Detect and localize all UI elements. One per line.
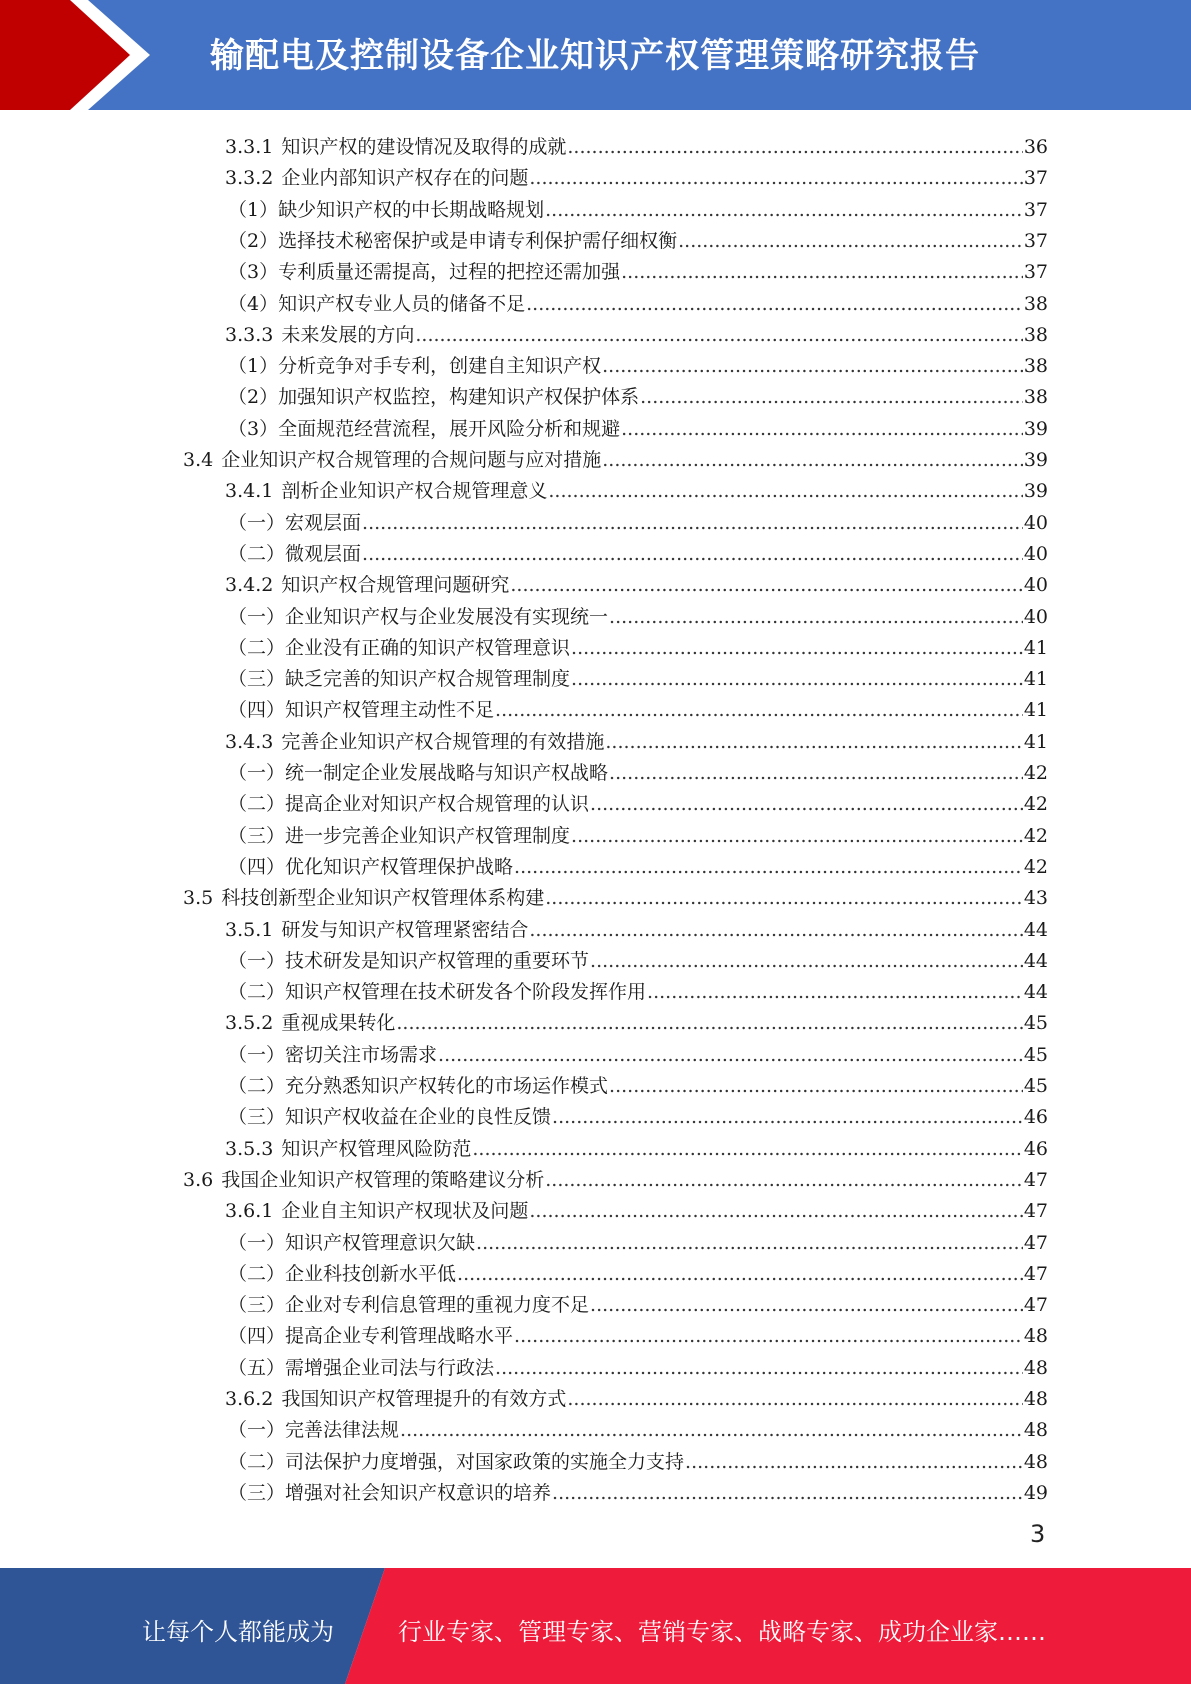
toc-entry[interactable] <box>228 630 1048 661</box>
toc-entry[interactable] <box>228 943 1048 974</box>
toc-entry-page: 42 <box>1023 855 1048 878</box>
toc-entry[interactable] <box>228 1099 1048 1130</box>
toc-entry-number: （一） <box>228 1419 286 1442</box>
page-number: 3 <box>1030 1520 1046 1548</box>
toc-entry[interactable] <box>228 1318 1048 1349</box>
toc-entry-number: （一） <box>228 762 286 784</box>
toc-entry-title: 科技创新型企业知识产权管理体系构建 <box>221 887 545 910</box>
toc-entry-number: （三） <box>228 1106 286 1129</box>
toc-entry-title: 企业对专利信息管理的重视力度不足 <box>285 1294 590 1317</box>
toc-entry-page: 40 <box>1023 574 1048 597</box>
report-title: 输配电及控制设备企业知识产权管理策略研究报告 <box>210 36 980 76</box>
toc-entry-page: 42 <box>1023 762 1048 784</box>
toc-dot-leader <box>571 635 1023 661</box>
toc-dot-leader <box>590 1292 1023 1318</box>
toc-entry[interactable] <box>228 411 1048 442</box>
toc-entry-number: （二） <box>228 1450 286 1473</box>
toc-entry-page: 38 <box>1023 292 1048 315</box>
toc-entry[interactable] <box>228 1475 1048 1506</box>
toc-entry-number: （一） <box>228 949 286 972</box>
toc-entry[interactable] <box>183 442 1048 473</box>
toc-dot-leader <box>590 948 1023 974</box>
toc-entry[interactable] <box>225 1381 1048 1412</box>
toc-entry-number: （4） <box>228 292 279 315</box>
toc-dot-leader <box>590 791 1023 817</box>
toc-entry-title: 研发与知识产权管理紧密结合 <box>281 918 529 941</box>
toc-entry[interactable] <box>228 505 1048 536</box>
toc-entry-title: 剖析企业知识产权合规管理意义 <box>281 480 548 503</box>
toc-entry-page: 41 <box>1023 668 1048 691</box>
toc-entry[interactable] <box>225 160 1048 191</box>
toc-entry-title: 统一制定企业发展战略与知识产权战略 <box>285 762 609 784</box>
toc-dot-leader <box>457 1261 1023 1287</box>
toc-dot-leader <box>472 1136 1022 1162</box>
toc-dot-leader <box>545 885 1023 911</box>
toc-entry-number: （一） <box>228 1043 286 1066</box>
toc-entry[interactable] <box>228 1350 1048 1381</box>
toc-entry[interactable] <box>228 1412 1048 1443</box>
toc-entry-title: 全面规范经营流程，展开风险分析和规避 <box>278 417 621 440</box>
toc-entry-number: 3.3.1 <box>225 136 274 158</box>
toc-entry-page: 40 <box>1023 605 1048 628</box>
toc-entry-number: （2） <box>228 229 279 252</box>
toc-entry-title: 需增强企业司法与行政法 <box>285 1356 495 1379</box>
toc-entry-number: （二） <box>228 981 286 1004</box>
toc-entry-number: （一） <box>228 1231 286 1254</box>
toc-entry-title: 技术研发是知识产权管理的重要环节 <box>285 949 590 972</box>
toc-dot-leader <box>640 384 1023 410</box>
toc-entry-title: 优化知识产权管理保护战略 <box>285 855 514 878</box>
toc-entry[interactable] <box>225 567 1048 598</box>
toc-entry-title: 缺少知识产权的中长期战略规划 <box>278 198 545 221</box>
toc-entry[interactable] <box>228 192 1048 223</box>
toc-dot-leader <box>400 1417 1023 1443</box>
toc-entry-number: 3.3.3 <box>225 323 274 346</box>
toc-entry[interactable] <box>228 379 1048 410</box>
toc-entry[interactable] <box>228 661 1048 692</box>
toc-entry-title: 完善法律法规 <box>285 1419 400 1442</box>
toc-entry-number: （三） <box>228 1481 286 1504</box>
toc-entry-page: 47 <box>1023 1262 1048 1285</box>
toc-entry-page: 48 <box>1023 1356 1048 1379</box>
toc-dot-leader <box>571 823 1023 849</box>
toc-dot-leader <box>552 1104 1023 1130</box>
toc-entry-page: 49 <box>1023 1481 1048 1504</box>
toc-entry-page: 38 <box>1023 323 1048 346</box>
toc-entry-page: 48 <box>1023 1419 1048 1442</box>
toc-entry-page: 46 <box>1023 1106 1048 1129</box>
toc-entry-title: 微观层面 <box>285 542 362 565</box>
toc-entry-title: 充分熟悉知识产权转化的市场运作模式 <box>285 1075 609 1097</box>
toc-entry-title: 知识产权专业人员的储备不足 <box>278 292 526 315</box>
toc-entry-number: （二） <box>228 542 286 565</box>
toc-entry[interactable] <box>228 974 1048 1005</box>
toc-entry[interactable] <box>228 1225 1048 1256</box>
toc-entry-title: 选择技术秘密保护或是申请专利保护需仔细权衡 <box>278 229 678 252</box>
toc-entry[interactable] <box>228 1287 1048 1318</box>
toc-dot-leader <box>609 604 1023 630</box>
toc-entry[interactable] <box>228 286 1048 317</box>
toc-entry-page: 47 <box>1023 1168 1048 1191</box>
toc-entry-number: （3） <box>228 261 279 284</box>
toc-entry[interactable] <box>228 1037 1048 1068</box>
toc-entry-title: 企业知识产权与企业发展没有实现统一 <box>285 605 609 628</box>
toc-dot-leader <box>514 854 1023 880</box>
toc-entry-number: （3） <box>228 417 279 440</box>
toc-dot-leader <box>514 1323 1023 1349</box>
toc-entry-title: 缺乏完善的知识产权合规管理制度 <box>285 668 571 691</box>
toc-dot-leader <box>510 572 1022 598</box>
toc-entry-number: 3.4.3 <box>225 730 274 753</box>
toc-entry[interactable] <box>228 1444 1048 1475</box>
toc-entry[interactable] <box>225 1193 1048 1224</box>
toc-entry-title: 知识产权的建设情况及取得的成就 <box>281 136 567 158</box>
toc-entry-title: 企业没有正确的知识产权管理意识 <box>285 636 571 659</box>
toc-entry-title: 未来发展的方向 <box>281 323 415 346</box>
toc-entry-page: 44 <box>1023 981 1048 1004</box>
toc-entry-page: 47 <box>1023 1231 1048 1254</box>
toc-dot-leader <box>647 979 1023 1005</box>
toc-entry-title: 提高企业对知识产权合规管理的认识 <box>285 793 590 816</box>
toc-entry-page: 40 <box>1023 542 1048 565</box>
toc-entry-title: 司法保护力度增强，对国家政策的实施全力支持 <box>285 1450 685 1473</box>
toc-entry-page: 38 <box>1023 355 1048 378</box>
toc-entry-number: 3.6.1 <box>225 1200 274 1223</box>
toc-entry[interactable] <box>225 317 1048 348</box>
toc-entry-title: 知识产权收益在企业的良性反馈 <box>285 1106 552 1129</box>
toc-entry-number: 3.6.2 <box>225 1388 274 1410</box>
toc-entry-page: 39 <box>1023 417 1048 440</box>
toc-entry[interactable] <box>228 348 1048 379</box>
toc-entry-title: 加强知识产权监控，构建知识产权保护体系 <box>278 386 640 409</box>
toc-entry-title: 知识产权管理风险防范 <box>281 1137 472 1160</box>
toc-entry[interactable] <box>225 129 1048 160</box>
toc-entry-page: 39 <box>1023 449 1048 471</box>
toc-entry-title: 我国企业知识产权管理的策略建议分析 <box>221 1168 545 1191</box>
toc-dot-leader <box>396 1010 1022 1036</box>
toc-entry-number: （四） <box>228 699 286 722</box>
toc-entry-title: 进一步完善企业知识产权管理制度 <box>285 824 571 847</box>
toc-entry[interactable] <box>228 1068 1048 1099</box>
toc-dot-leader <box>495 697 1023 723</box>
toc-entry-number: （三） <box>228 824 286 847</box>
toc-entry-page: 46 <box>1023 1137 1048 1160</box>
toc-entry[interactable] <box>228 536 1048 567</box>
toc-entry-title: 密切关注市场需求 <box>285 1043 438 1066</box>
toc-entry-number: （2） <box>228 386 279 409</box>
toc-dot-leader <box>545 1167 1023 1193</box>
toc-dot-leader <box>548 478 1022 504</box>
toc-entry-number: （四） <box>228 855 286 878</box>
page-header <box>0 0 1191 110</box>
toc-entry-page: 48 <box>1023 1450 1048 1473</box>
toc-entry[interactable] <box>228 1256 1048 1287</box>
toc-dot-leader <box>476 1230 1023 1256</box>
toc-entry-number: （一） <box>228 605 286 628</box>
toc-entry-title: 企业科技创新水平低 <box>285 1262 457 1285</box>
toc-entry-title: 企业知识产权合规管理的合规问题与应对措施 <box>221 449 602 471</box>
toc-entry-page: 41 <box>1023 730 1048 753</box>
toc-entry-number: （三） <box>228 1294 286 1317</box>
toc-entry[interactable] <box>228 254 1048 285</box>
toc-dot-leader <box>567 134 1022 160</box>
toc-entry-page: 48 <box>1023 1388 1048 1410</box>
toc-entry-page: 41 <box>1023 636 1048 659</box>
toc-entry-page: 45 <box>1023 1043 1048 1066</box>
toc-entry[interactable] <box>228 755 1048 786</box>
toc-entry-page: 47 <box>1023 1200 1048 1223</box>
toc-entry-title: 知识产权合规管理问题研究 <box>281 574 510 597</box>
toc-dot-leader <box>567 1386 1022 1412</box>
toc-entry-page: 41 <box>1023 699 1048 722</box>
toc-entry-title: 分析竞争对手专利，创建自主知识产权 <box>278 355 602 378</box>
toc-entry-title: 知识产权管理主动性不足 <box>285 699 495 722</box>
toc-entry-title: 重视成果转化 <box>281 1012 396 1035</box>
toc-entry[interactable] <box>228 849 1048 880</box>
toc-entry-page: 37 <box>1023 167 1048 190</box>
footer-slogan-right: 行业专家、管理专家、营销专家、战略专家、成功企业家…… <box>398 1618 1046 1646</box>
toc-entry[interactable] <box>225 1005 1048 1036</box>
toc-entry-title: 宏观层面 <box>285 511 362 534</box>
footer-slogan-left: 让每个人都能成为 <box>142 1618 334 1646</box>
toc-dot-leader <box>362 541 1023 567</box>
toc-dot-leader <box>552 1480 1023 1506</box>
toc-entry-page: 42 <box>1023 793 1048 816</box>
toc-dot-leader <box>621 416 1023 442</box>
header-red-arrow-shape <box>0 0 150 110</box>
toc-entry-title: 我国知识产权管理提升的有效方式 <box>281 1388 567 1410</box>
toc-entry-page: 48 <box>1023 1325 1048 1348</box>
toc-entry-number: （二） <box>228 636 286 659</box>
toc-entry-title: 知识产权管理意识欠缺 <box>285 1231 476 1254</box>
toc-entry[interactable] <box>183 1162 1048 1193</box>
toc-entry-number: （三） <box>228 668 286 691</box>
toc-entry-page: 37 <box>1023 261 1048 284</box>
toc-dot-leader <box>529 917 1022 943</box>
toc-entry-number: 3.5.3 <box>225 1137 274 1160</box>
toc-entry-title: 专利质量还需提高，过程的把控还需加强 <box>278 261 621 284</box>
toc-entry-title: 增强对社会知识产权意识的培养 <box>285 1481 552 1504</box>
toc-entry-number: 3.4.2 <box>225 574 274 597</box>
toc-dot-leader <box>415 322 1022 348</box>
toc-entry-number: （五） <box>228 1356 286 1379</box>
toc-entry-title: 完善企业知识产权合规管理的有效措施 <box>281 730 605 753</box>
toc-entry-page: 37 <box>1023 198 1048 221</box>
toc-entry[interactable] <box>228 223 1048 254</box>
toc-dot-leader <box>685 1449 1023 1475</box>
toc-entry-page: 44 <box>1023 949 1048 972</box>
toc-entry-page: 45 <box>1023 1012 1048 1035</box>
toc-dot-leader <box>621 259 1023 285</box>
toc-entry-number: （二） <box>228 1262 286 1285</box>
toc-dot-leader <box>495 1355 1023 1381</box>
toc-dot-leader <box>529 165 1022 191</box>
toc-dot-leader <box>602 447 1023 473</box>
toc-dot-leader <box>571 666 1023 692</box>
toc-entry-page: 42 <box>1023 824 1048 847</box>
toc-entry[interactable] <box>183 880 1048 911</box>
toc-entry-number: （四） <box>228 1325 286 1348</box>
toc-entry[interactable] <box>228 818 1048 849</box>
toc-entry-title: 知识产权管理在技术研发各个阶段发挥作用 <box>285 981 647 1004</box>
toc-dot-leader <box>545 197 1023 223</box>
toc-entry-number: （1） <box>228 355 279 378</box>
toc-dot-leader <box>438 1042 1023 1068</box>
toc-entry[interactable] <box>225 912 1048 943</box>
toc-dot-leader <box>362 510 1023 536</box>
toc-entry[interactable] <box>228 599 1048 630</box>
toc-entry-page: 39 <box>1023 480 1048 503</box>
toc-entry-number: 3.4.1 <box>225 480 274 503</box>
toc-entry-number: 3.5.1 <box>225 918 274 941</box>
toc-dot-leader <box>609 1073 1023 1099</box>
toc-entry-number: 3.6 <box>183 1168 214 1191</box>
toc-entry-page: 45 <box>1023 1075 1048 1097</box>
toc-dot-leader <box>529 1198 1022 1224</box>
toc-dot-leader <box>526 291 1023 317</box>
toc-entry[interactable] <box>225 473 1048 504</box>
toc-entry-title: 企业内部知识产权存在的问题 <box>281 167 529 190</box>
toc-entry[interactable] <box>228 692 1048 723</box>
toc-entry-number: （二） <box>228 1075 286 1097</box>
toc-entry-number: 3.3.2 <box>225 167 274 190</box>
toc-entry-page: 43 <box>1023 887 1048 910</box>
toc-entry-title: 提高企业专利管理战略水平 <box>285 1325 514 1348</box>
toc-entry-number: （二） <box>228 793 286 816</box>
toc-entry[interactable] <box>225 1131 1048 1162</box>
toc-entry[interactable] <box>225 724 1048 755</box>
toc-entry-number: （1） <box>228 198 279 221</box>
toc-entry-page: 36 <box>1023 136 1048 158</box>
toc-dot-leader <box>609 760 1023 786</box>
toc-entry-page: 37 <box>1023 229 1048 252</box>
toc-dot-leader <box>678 228 1023 254</box>
toc-entry[interactable] <box>228 786 1048 817</box>
toc-entry-page: 44 <box>1023 918 1048 941</box>
toc-entry-number: 3.4 <box>183 449 214 471</box>
toc-entry-title: 企业自主知识产权现状及问题 <box>281 1200 529 1223</box>
toc-entry-number: 3.5.2 <box>225 1012 274 1035</box>
toc-entry-number: （一） <box>228 511 286 534</box>
toc-entry-page: 38 <box>1023 386 1048 409</box>
toc-dot-leader <box>605 729 1022 755</box>
toc-entry-page: 47 <box>1023 1294 1048 1317</box>
toc-entry-page: 40 <box>1023 511 1048 534</box>
toc-entry-number: 3.5 <box>183 887 214 910</box>
toc-dot-leader <box>602 353 1023 379</box>
